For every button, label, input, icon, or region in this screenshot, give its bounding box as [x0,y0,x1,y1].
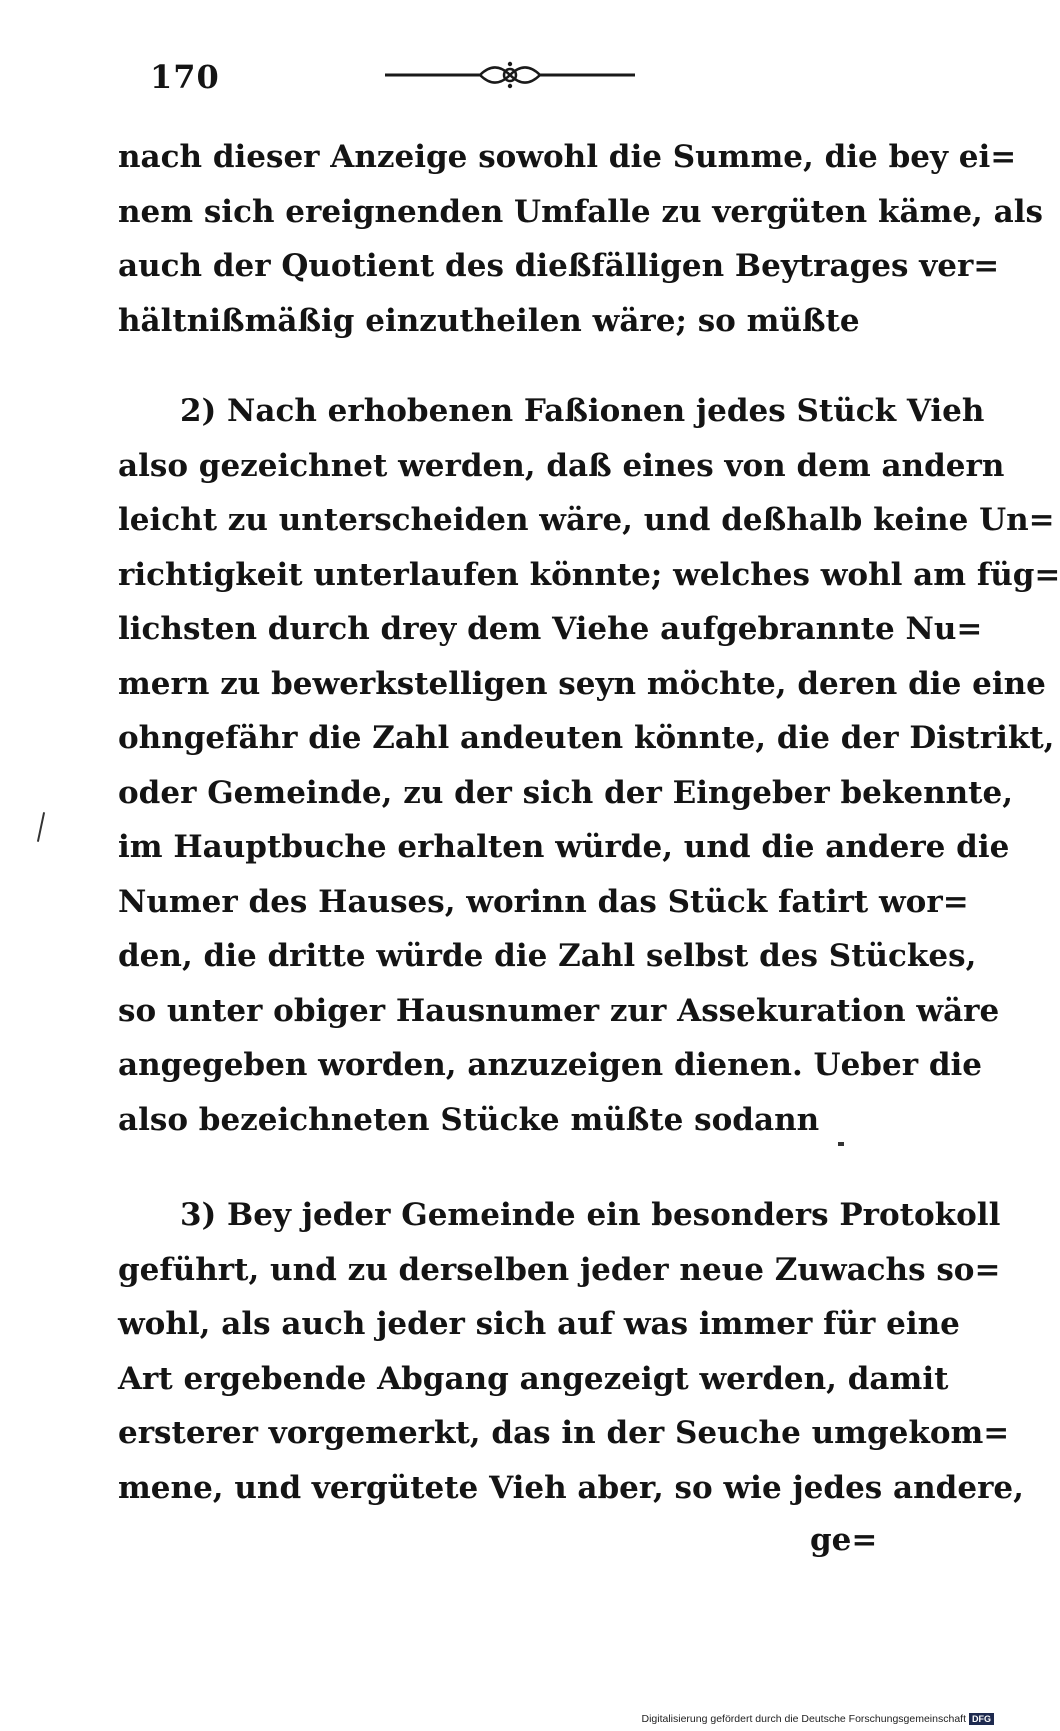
text-line: Numer des Hauses, worinn das Stück fatirt wor= [118,883,969,920]
text-line: angegeben worden, anzuzeigen dienen. Ueber die [118,1047,982,1083]
text-line: mene, und vergütete Vieh aber, so wie jedes andere, [118,1469,1024,1506]
text-line: auch der Quotient des dießfälligen Beytrages ver= [118,248,1000,284]
page-number: 170 [150,58,220,96]
text-line: lichsten durch drey dem Viehe aufgebrannte Nu= [118,611,983,647]
printer-ornament-icon [385,60,635,90]
catchword: ge= [810,1522,878,1558]
text-line: also bezeichneten Stücke müßte sodann [118,1101,820,1138]
footer-credit: Digitalisierung gefördert durch die Deutsche Forschungsgemeinschaft [641,1713,966,1725]
text-line: leicht zu unterscheiden wäre, und deßhalb keine Un= [118,502,1055,538]
text-line: also gezeichnet werden, daß eines von dem andern [118,447,1005,484]
paragraph-1 [118,130,1043,348]
text-line: ohngefähr die Zahl andeuten könnte, die der Distrikt, [118,720,1055,756]
paragraph-3 [118,1188,1024,1515]
paragraph-2 [118,384,1060,1147]
digitization-footer [641,1713,994,1725]
text-line: Art ergebende Abgang angezeigt werden, damit [118,1360,949,1397]
text-line: den, die dritte würde die Zahl selbst des Stückes, [118,938,977,974]
text-line: nach dieser Anzeige sowohl die Summe, die bey ei= [118,139,1017,175]
text-line: wohl, als auch jeder sich auf was immer für eine [118,1306,960,1342]
text-line: 2) Nach erhobenen Faßionen jedes Stück Vieh [180,393,985,429]
scan-speck [37,812,45,842]
text-line: oder Gemeinde, zu der sich der Eingeber bekennte, [118,774,1014,811]
text-line: ersterer vorgemerkt, das in der Seuche umgekom= [118,1415,1010,1451]
text-line: hältnißmäßig einzutheilen wäre; so müßte [118,302,860,339]
text-line: 3) Bey jeder Gemeinde ein besonders Protokoll [180,1197,1001,1233]
scan-speck [838,1142,844,1146]
text-line: nem sich ereignenden Umfalle zu vergüten käme, als [118,193,1043,230]
text-line: richtigkeit unterlaufen könnte; welches wohl am füg= [118,556,1060,593]
text-line: so unter obiger Hausnumer zur Assekuration wäre [118,992,1000,1029]
dfg-logo-icon: DFG [969,1713,994,1725]
text-line: im Hauptbuche erhalten würde, und die andere die [118,829,1010,865]
page-header [150,58,650,98]
text-line: geführt, und zu derselben jeder neue Zuwachs so= [118,1251,1001,1288]
text-line: mern zu bewerkstelligen seyn möchte, deren die eine [118,665,1046,702]
